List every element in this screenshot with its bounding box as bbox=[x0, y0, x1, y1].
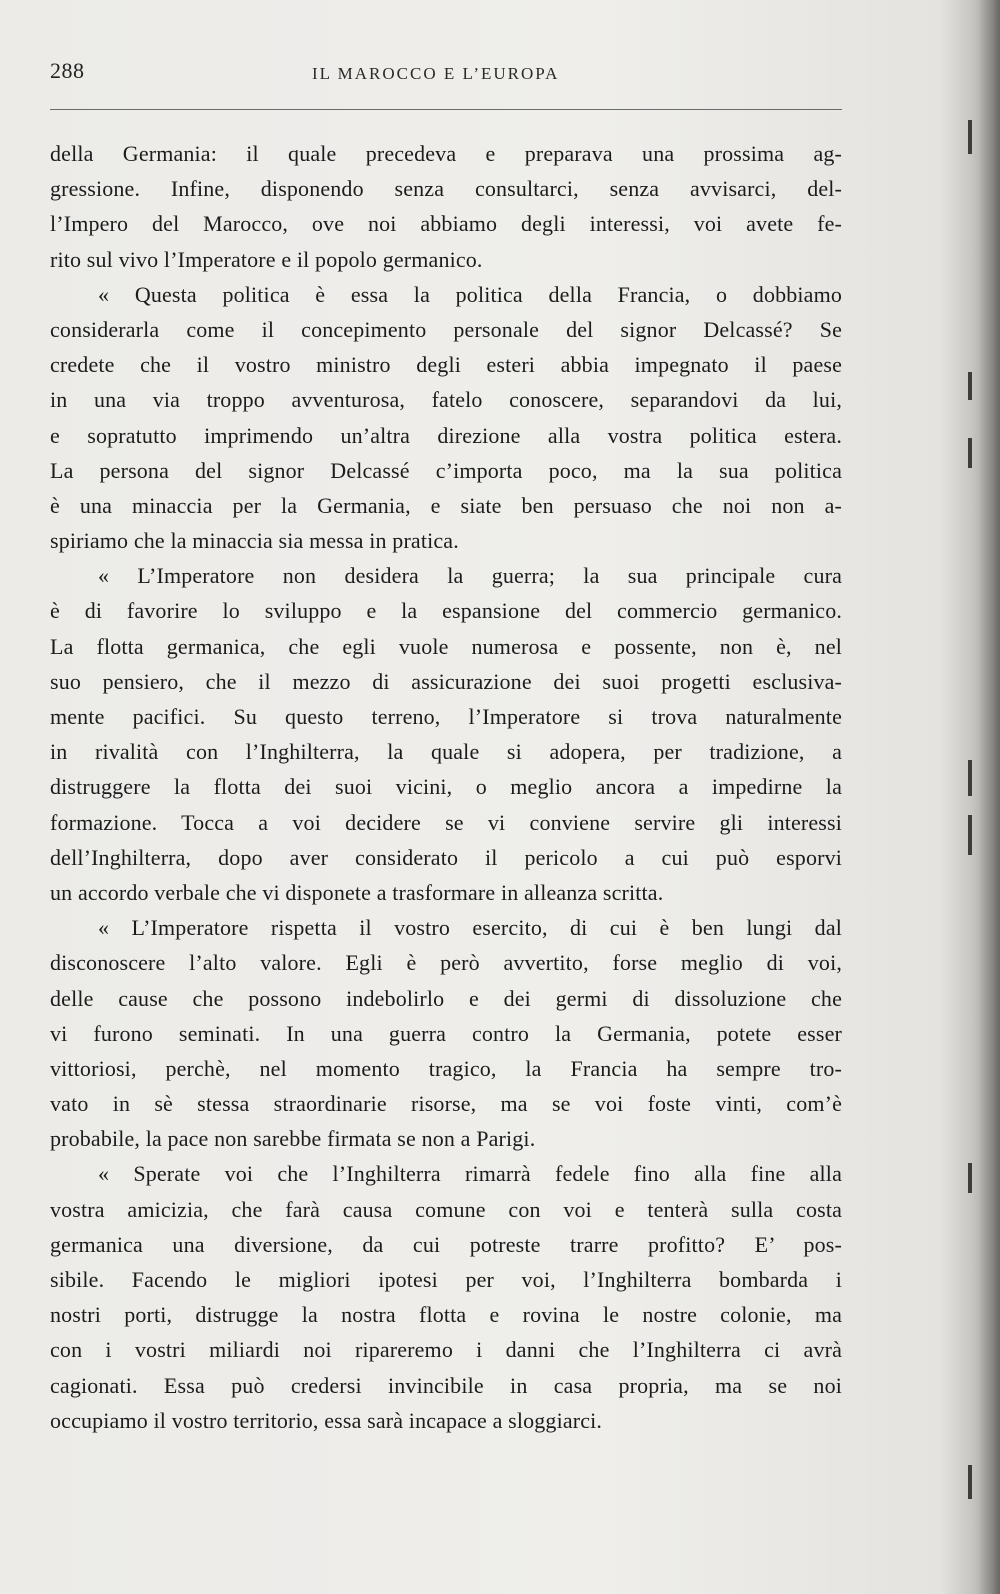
text-line: disconoscere l’alto valore. Egli è però avvertito, forse meglio di voi, bbox=[50, 950, 842, 976]
text-line: credete che il vostro ministro degli esteri abbia impegnato il paese bbox=[50, 352, 842, 378]
text-line: cagionati. Essa può credersi invincibile in casa propria, ma se noi bbox=[50, 1372, 842, 1398]
text-line: suo pensiero, che il mezzo di assicurazione dei suoi progetti esclusiva- bbox=[50, 668, 842, 694]
text-line: formazione. Tocca a voi decidere se vi conviene servire gli interessi bbox=[50, 809, 842, 835]
text-line: germanica una diversione, da cui potreste trarre profitto? E’ pos- bbox=[50, 1231, 842, 1257]
text-line: vostra amicizia, che farà causa comune con voi e tenterà sulla costa bbox=[50, 1196, 842, 1222]
body-text bbox=[50, 136, 842, 1438]
running-head bbox=[50, 58, 830, 88]
page-number: 288 bbox=[50, 58, 85, 83]
header-rule bbox=[50, 109, 842, 110]
header-title: IL MAROCCO E L’EUROPA bbox=[312, 64, 560, 83]
text-line: La flotta germanica, che egli vuole numerosa e possente, non è, nel bbox=[50, 633, 842, 659]
text-line: probabile, la pace non sarebbe firmata se non a Parigi. bbox=[50, 1126, 536, 1152]
text-line: « L’Imperatore non desidera la guerra; la sua principale cura bbox=[98, 563, 842, 589]
text-line: in una via troppo avventurosa, fatelo conoscere, separandovi da lui, bbox=[50, 387, 842, 413]
binding-mark bbox=[968, 1163, 972, 1193]
binding-mark bbox=[968, 120, 972, 154]
text-line: è una minaccia per la Germania, e siate ben persuaso che noi non a- bbox=[50, 492, 842, 518]
text-line: è di favorire lo sviluppo e la espansione del commercio germanico. bbox=[50, 598, 842, 624]
text-line: l’Impero del Marocco, ove noi abbiamo degli interessi, voi avete fe- bbox=[50, 211, 842, 237]
text-line: mente pacifici. Su questo terreno, l’Imperatore si trova naturalmente bbox=[50, 704, 842, 729]
text-line: nostri porti, distrugge la nostra flotta e rovina le nostre colonie, ma bbox=[50, 1302, 842, 1328]
binding-mark bbox=[968, 372, 972, 400]
text-line: « L’Imperatore rispetta il vostro esercito, di cui è ben lungi dal bbox=[98, 915, 842, 941]
text-line: La persona del signor Delcassé c’importa poco, ma la sua politica bbox=[50, 457, 842, 483]
text-line: spiriamo che la minaccia sia messa in pratica. bbox=[50, 528, 459, 554]
text-line: vato in sè stessa straordinarie risorse, ma se voi foste vinti, com’è bbox=[50, 1091, 842, 1117]
binding-margin bbox=[968, 0, 988, 1594]
binding-mark bbox=[968, 815, 972, 855]
text-line: occupiamo il vostro territorio, essa sarà incapace a sloggiarci. bbox=[50, 1407, 603, 1433]
text-line: sibile. Facendo le migliori ipotesi per voi, l’Inghilterra bombarda i bbox=[50, 1267, 842, 1292]
text-line: in rivalità con l’Inghilterra, la quale si adopera, per tradizione, a bbox=[50, 739, 842, 765]
text-line: gressione. Infine, disponendo senza consultarci, senza avvisarci, del- bbox=[50, 176, 842, 202]
text-line: considerarla come il concepimento personale del signor Delcassé? Se bbox=[50, 316, 842, 342]
text-line: e sopratutto imprimendo un’altra direzione alla vostra politica estera. bbox=[50, 422, 842, 448]
text-line: vi furono seminati. In una guerra contro la Germania, potete esser bbox=[50, 1020, 842, 1046]
text-line: delle cause che possono indebolirlo e dei germi di dissoluzione che bbox=[50, 985, 842, 1011]
text-line: con i vostri miliardi noi ripareremo i danni che l’Inghilterra ci avrà bbox=[50, 1337, 842, 1363]
text-line: vittoriosi, perchè, nel momento tragico, la Francia ha sempre tro- bbox=[50, 1055, 842, 1081]
text-line: « Questa politica è essa la politica della Francia, o dobbiamo bbox=[98, 281, 842, 307]
binding-mark bbox=[968, 438, 972, 468]
text-line: rito sul vivo l’Imperatore e il popolo germanico. bbox=[50, 246, 483, 272]
binding-mark bbox=[968, 1465, 972, 1499]
text-line: dell’Inghilterra, dopo aver considerato il pericolo a cui può esporvi bbox=[50, 844, 842, 870]
text-line: un accordo verbale che vi disponete a trasformare in alleanza scritta. bbox=[50, 879, 664, 905]
text-line: « Sperate voi che l’Inghilterra rimarrà fedele fino alla fine alla bbox=[98, 1161, 842, 1187]
binding-mark bbox=[968, 760, 972, 796]
text-line: distruggere la flotta dei suoi vicini, o meglio ancora a impedirne la bbox=[50, 774, 842, 800]
text-line: della Germania: il quale precedeva e preparava una prossima ag- bbox=[50, 141, 842, 166]
